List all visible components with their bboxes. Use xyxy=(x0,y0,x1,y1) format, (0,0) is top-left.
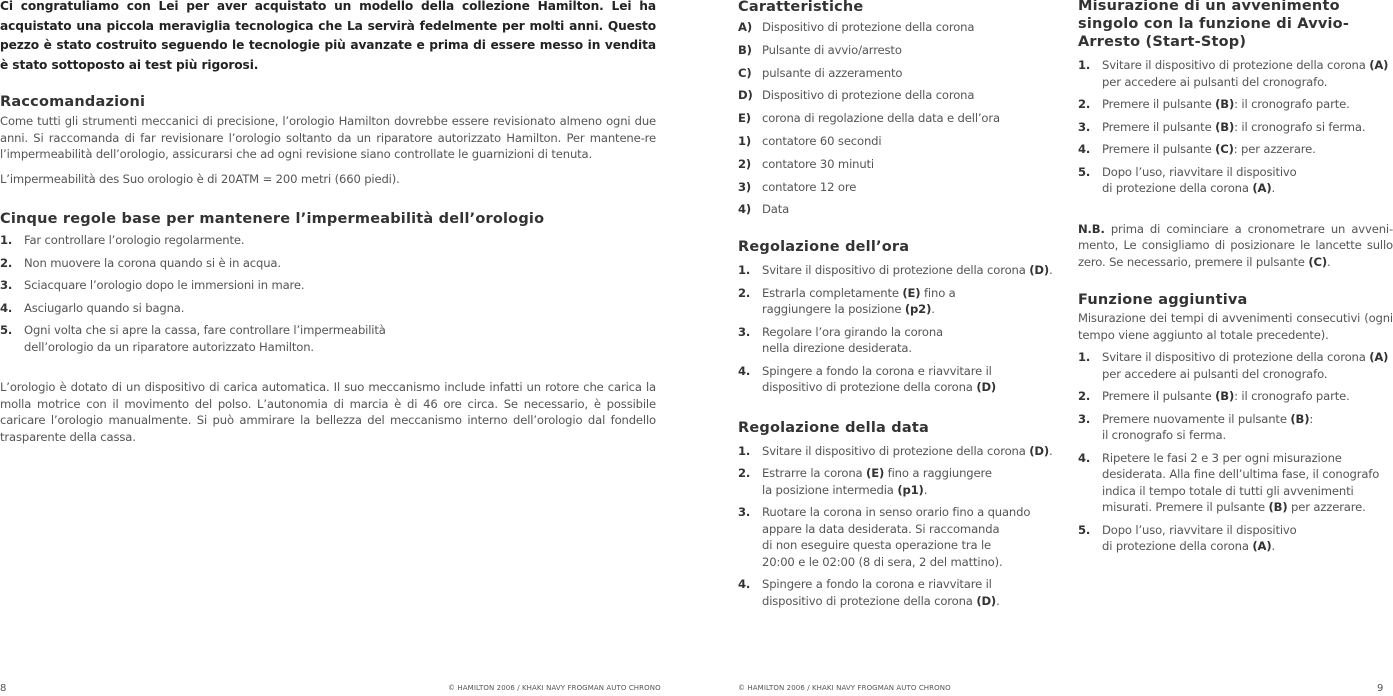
feature-item: 4) Data xyxy=(738,202,790,217)
rules-heading: Cinque regole base per mantenere l’impermeabilità dell’orologio xyxy=(0,211,545,227)
feature-item: 3) contatore 12 ore xyxy=(738,179,857,194)
recommend-heading: Raccomandazioni xyxy=(0,94,146,110)
date-step: 1. Svitare il dispositivo di protezione della corona (D). xyxy=(738,443,1053,458)
rule-item: 5. Ogni volta che si apre la cassa, fare controllare l’impermeabilità dell’orologio da un riparatore autorizzato Hamilton. xyxy=(0,323,386,354)
single-step: 4. Premere il pulsante (C): per azzerare. xyxy=(1078,142,1316,156)
left-page xyxy=(0,0,656,445)
rule-item: 3. Sciacquare l’orologio dopo le immersioni in mare. xyxy=(0,278,305,292)
single-step: 2. Premere il pulsante (B): il cronografo parte. xyxy=(1078,97,1350,111)
time-step: 4. Spingere a fondo la corona e riavvitare il dispositivo di protezione della corona (D) xyxy=(738,363,997,395)
time-setting-heading: Regolazione dell’ora xyxy=(738,239,910,256)
extra-function-heading: Funzione aggiuntiva xyxy=(1078,292,1248,308)
single-steps-list xyxy=(1078,57,1393,197)
time-step: 2. Estrarla completamente (E) fino a raggiungere la posizione (p2). xyxy=(738,285,956,317)
extra-function-paragraph: Misurazione dei tempi di avvenimenti consecutivi (ogni tempo viene aggiunto al totale precedente). xyxy=(1078,311,1393,342)
feature-item: E) corona di regolazione della data e dell’ora xyxy=(738,111,1000,126)
feature-item: A) Dispositivo di protezione della corona xyxy=(738,20,975,34)
features-heading: Caratteristiche xyxy=(738,0,864,15)
extra-step: 1. Svitare il dispositivo di protezione della corona (A) per accedere ai pulsanti del cronografo. xyxy=(1078,350,1389,381)
automatic-winding-paragraph: L’orologio è dotato di un dispositivo di carica automatica. Il suo meccanismo include infatti un rotore che carica la molla motrice con il movimento del polso. L’autonomia di marcia è di 46 ore circa. Se necessario, è possibile caricare l’orologio manualmente. Si può ammirare la bellezza del meccanismo interno dell’orologio dal fondello trasparente della cassa. xyxy=(0,380,656,444)
nb-label: N.B. xyxy=(1078,221,1105,236)
single-step: 5. Dopo l’uso, riavvitare il dispositivo di protezione della corona (A). xyxy=(1078,164,1297,195)
footer-right: © HAMILTON 2006 / KHAKI NAVY FROGMAN AUTO CHRONO xyxy=(738,684,951,692)
recommend-paragraph: Come tutti gli strumenti meccanici di precisione, l’orologio Hamilton dovrebbe essere revisionato almeno ogni due anni. Si raccomanda di far revisionare l’orologio soltanto da un riparatore autorizzato Hamilton. Per mantene-re l’impermeabilità dell’orologio, assicurarsi che ad ogni revisione siano controllate le guarnizioni di tenuta. xyxy=(0,114,656,161)
extra-step: 2. Premere il pulsante (B): il cronografo parte. xyxy=(1078,389,1350,403)
footer-left: © HAMILTON 2006 / KHAKI NAVY FROGMAN AUTO CHRONO xyxy=(448,684,661,692)
page-number-left: 8 xyxy=(0,683,7,694)
feature-item: 2) contatore 30 minuti xyxy=(738,156,875,171)
date-step: 3. Ruotare la corona in senso orario fino a quando appare la data desiderata. Si raccomanda di non eseguire questa operazione tra le 20:00 e le 02:00 (8 di sera, 2 del mattino). xyxy=(738,505,1031,569)
date-step: 4. Spingere a fondo la corona e riavvitare il dispositivo di protezione della corona (D). xyxy=(738,577,1000,608)
date-steps-list xyxy=(738,443,1056,610)
time-step: 1. Svitare il dispositivo di protezione della corona (D). xyxy=(738,263,1053,278)
time-steps-list xyxy=(738,262,1056,396)
extra-step: 3. Premere nuovamente il pulsante (B): il cronografo si ferma. xyxy=(1078,411,1314,442)
rule-item: 1. Far controllare l’orologio regolarmente. xyxy=(0,233,245,247)
water-resistance-paragraph: L’impermeabilità des Suo orologio è di 20ATM = 200 metri (660 piedi). xyxy=(0,171,400,186)
rule-item: 2. Non muovere la corona quando si è in acqua. xyxy=(0,255,281,270)
features-list xyxy=(738,16,1056,221)
time-step: 3. Regolare l’ora girando la corona nella direzione desiderata. xyxy=(738,324,944,356)
feature-item: C) pulsante di azzeramento xyxy=(738,65,903,80)
page-number-right: 9 xyxy=(1377,683,1384,694)
date-setting-heading: Regolazione della data xyxy=(738,419,929,436)
extra-steps-list xyxy=(1078,349,1393,555)
single-event-heading: Misurazione di un avvenimento singolo con la funzione di Avvio-Arresto (Start-Stop) xyxy=(1078,0,1350,50)
single-step: 3. Premere il pulsante (B): il cronografo si ferma. xyxy=(1078,119,1366,134)
nb-paragraph: N.B. prima di cominciare a cronometrare un avveni-mento, Le consigliamo di posizionare le lancette sullo zero. Se necessario, premere il pulsante (C). xyxy=(1078,221,1393,269)
rule-item: 4. Asciugarlo quando si bagna. xyxy=(0,300,185,315)
extra-step: 4. Ripetere le fasi 2 e 3 per ogni misurazione desiderata. Alla fine dell’ultima fase, il conografo indica il tempo totale di tutti gli avvenimenti misurati. Premere il pulsante (B) per azzerare. xyxy=(1078,450,1380,514)
extra-step: 5. Dopo l’uso, riavvitare il dispositivo di protezione della corona (A). xyxy=(1078,522,1297,553)
single-step: 1. Svitare il dispositivo di protezione della corona (A) per accedere ai pulsanti del cronografo. xyxy=(1078,58,1389,89)
intro-paragraph: Ci congratuliamo con Lei per aver acquistato un modello della collezione Hamilton. Lei ha acquistato una piccola meraviglia tecnologica che La servirà fedelmente per molti anni. Questo pezzo è stato costruito seguendo le tecnologie più avanzate e prima di essere messo in vendita è stato sottoposto ai test più rigorosi. xyxy=(0,0,656,72)
rules-list xyxy=(0,232,656,355)
feature-item: 1) contatore 60 secondi xyxy=(738,133,882,148)
middle-column xyxy=(738,0,1056,609)
date-step: 2. Estrarre la corona (E) fino a raggiungere la posizione intermedia (p1). xyxy=(738,466,992,497)
feature-item: D) Dispositivo di protezione della corona xyxy=(738,88,975,103)
right-column xyxy=(1078,0,1393,555)
feature-item: B) Pulsante di avvio/arresto xyxy=(738,42,902,57)
